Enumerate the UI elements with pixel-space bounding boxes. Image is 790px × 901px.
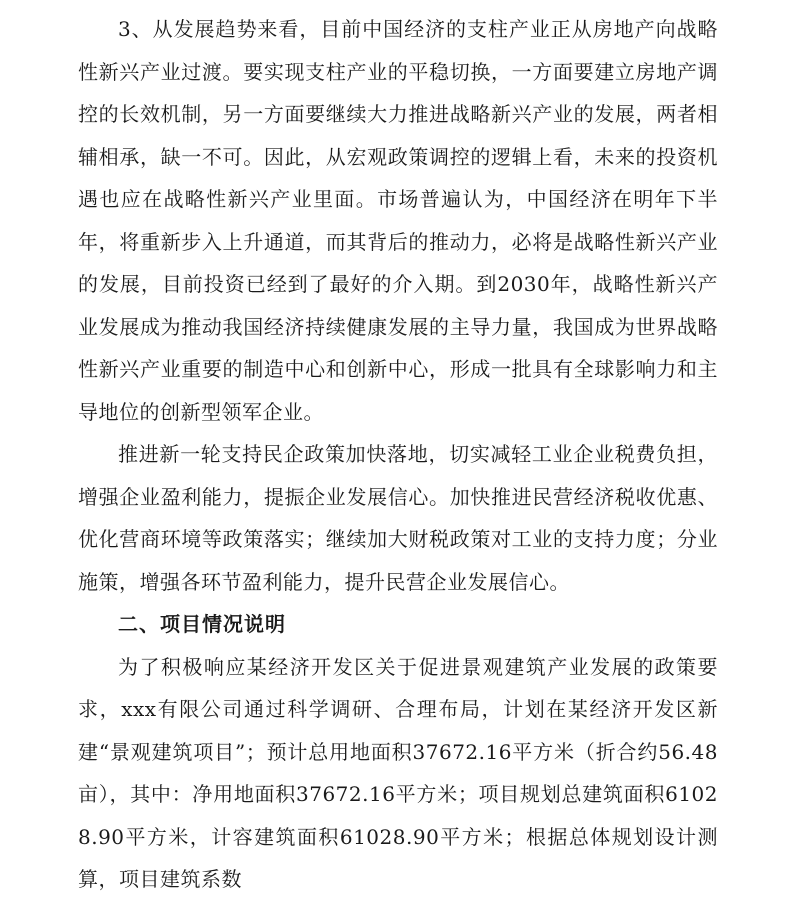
section-heading: 二、项目情况说明 (118, 612, 286, 636)
document-page (78, 8, 718, 901)
body-paragraph-development-trend: 3、从发展趋势来看，目前中国经济的支柱产业正从房地产向战略性新兴产业过渡。要实现支柱产业的平稳切换，一方面要建立房地产调控的长效机制，另一方面要继续大力推进战略新兴产业的发展，两者相辅相承，缺一不可。因此，从宏观政策调控的逻辑上看，未来的投资机遇也应在战略性新兴产业里面。市场普遍认为，中国经济在明年下半年，将重新步入上升通道，而其背后的推动力，必将是战略性新兴产业的发展，目前投资已经到了最好的介入期。到2030年，战略性新兴产业发展成为推动我国经济持续健康发展的主导力量，我国成为世界战略性新兴产业重要的制造中心和创新中心，形成一批具有全球影响力和主导地位的创新型领军企业。 (78, 17, 718, 424)
body-paragraph-private-enterprise-policy: 推进新一轮支持民企政策加快落地，切实减轻工业企业税费负担，增强企业盈利能力，提振企业发展信心。加快推进民营经济税收优惠、优化营商环境等政策落实；继续加大财税政策对工业的支持力度；分业施策，增强各环节盈利能力，提升民营企业发展信心。 (78, 442, 718, 594)
body-paragraph-project-description: 为了积极响应某经济开发区关于促进景观建筑产业发展的政策要求，xxx有限公司通过科学调研、合理布局，计划在某经济开发区新建“景观建筑项目”；预计总用地面积37672.16平方米（折合约56.48亩），其中：净用地面积37672.16平方米；项目规划总建筑面积61028.90平方米，计容建筑面积61028.90平方米；根据总体规划设计测算，项目建筑系数 (78, 654, 718, 891)
